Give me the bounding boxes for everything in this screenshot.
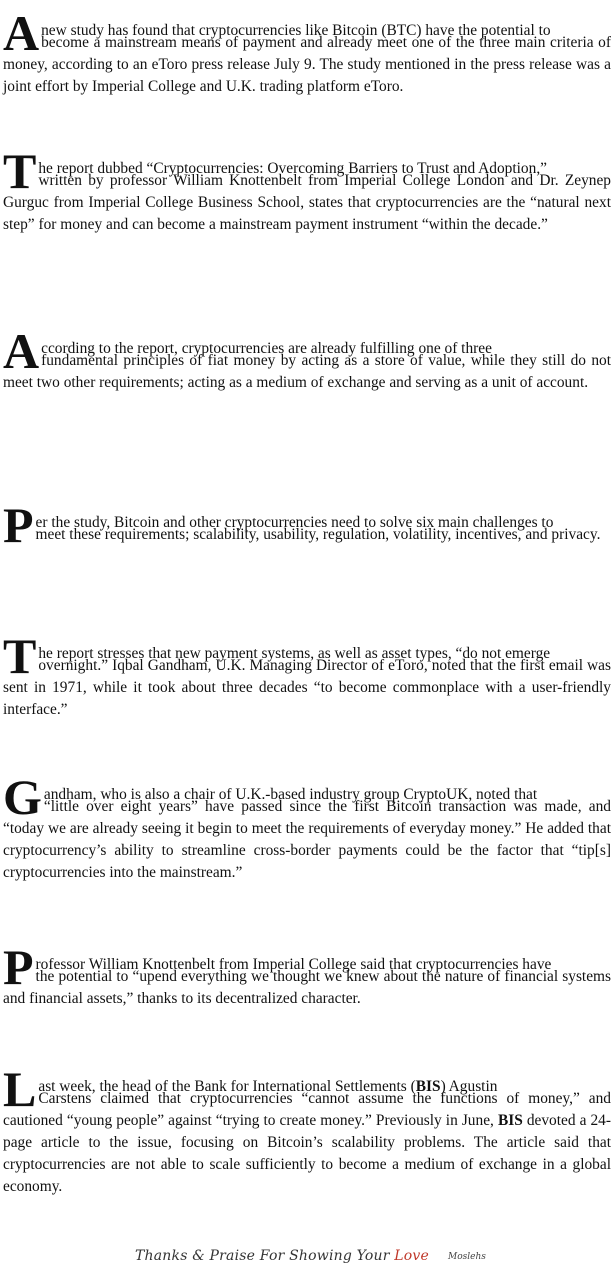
paragraph-5-body: overnight.” Iqbal Gandham, U.K. Managing Director of eToro, noted that the first email was sent in 1971, while it took about three decades “to become commonplace with a user-friendly interface.” [3, 657, 611, 718]
dropcap-4: P [3, 497, 34, 553]
paragraph-2-first-line: he report dubbed “Cryptocurrencies: Overcoming Barriers to Trust and Adoption,” [38, 160, 547, 177]
signature-thanks [135, 1248, 429, 1264]
paragraph-3-first-line: ccording to the report, cryptocurrencies are already fulfilling one of three [41, 340, 492, 357]
paragraph-1-body: become a mainstream means of payment and already meet one of the three main criteria of money, according to an eToro press release July 9. The study mentioned in the press release was a joint effort by Imperial College and U.K. trading platform eToro. [3, 34, 611, 95]
paragraph-5 [3, 628, 611, 721]
bis-abbrev-1: BIS [415, 1078, 441, 1095]
paragraph-2 [3, 143, 611, 236]
footer-signature [0, 1240, 614, 1280]
paragraph-2-body: written by professor William Knottenbelt from Imperial College London and Dr. Zeynep Gurguc from Imperial College Business School, states that cryptocurrencies are the “natural next step” for money and can become a mainstream payment instrument “within the decade.” [3, 172, 611, 233]
paragraph-7 [3, 939, 611, 1010]
bis-abbrev-2: BIS [497, 1112, 523, 1129]
signature-love: Love [394, 1248, 429, 1264]
paragraph-1-first-line: new study has found that cryptocurrencies like Bitcoin (BTC) have the potential to [41, 22, 551, 39]
paragraph-6 [3, 769, 611, 884]
paragraph-4-first-line: er the study, Bitcoin and other cryptocurrencies need to solve six main challenges to [35, 514, 554, 531]
dropcap-2: T [3, 143, 37, 199]
paragraph-6-body: “little over eight years” have passed since the first Bitcoin transaction was made, and “today we are already seeing it begin to meet the requirements of everyday money.” He added that cryptocurrency’s ability to streamline cross-border payments could be the factor that “tip[s] cryptocurrencies into the mainstream.” [3, 798, 611, 881]
paragraph-8-body-a: Carstens claimed that cryptocurrencies “cannot assume the functions of money,” and cautioned “young people” against “trying to create money.” Previously in June, [3, 1090, 611, 1129]
paragraph-7-first-line: rofessor William Knottenbelt from Imperial College said that cryptocurrencies have [35, 956, 552, 973]
dropcap-3: A [3, 323, 40, 379]
dropcap-6: G [3, 769, 42, 825]
signature-text: Thanks & Praise For Showing Your [135, 1248, 395, 1264]
paragraph-4 [3, 497, 611, 553]
paragraph-6-first-line: andham, who is also a chair of U.K.-based industry group CryptoUK, noted that [43, 786, 538, 803]
paragraph-8-first-line [38, 1078, 497, 1095]
dropcap-7: P [3, 939, 34, 995]
dropcap-8: L [3, 1061, 37, 1117]
paragraph-4-body: meet these requirements; scalability, usability, regulation, volatility, incentives, and privacy. [35, 526, 601, 543]
paragraph-8-first-a: ast week, the head of the Bank for International Settlements ( [38, 1078, 416, 1095]
dropcap-5: T [3, 628, 37, 684]
paragraph-8-body-b: devoted a 24-page article to the issue, focusing on Bitcoin’s scalability problems. The article said that cryptocurrencies are not able to scale sufficiently to become a medium of exchange in a global economy. [3, 1112, 612, 1195]
dropcap-1: A [3, 5, 40, 61]
paragraph-8-first-b: ) Agustin [440, 1078, 498, 1095]
paragraph-5-first-line: he report stresses that new payment systems, as well as asset types, “do not emerge [38, 645, 551, 662]
paragraph-1 [3, 5, 611, 98]
paragraph-3 [3, 323, 611, 394]
paragraph-3-body: fundamental principles of fiat money by acting as a store of value, while they still do not meet two other requirements; acting as a medium of exchange and serving as a unit of account. [3, 352, 611, 391]
signature-author: Moslehs [448, 1252, 486, 1262]
paragraph-8-body [3, 1090, 611, 1195]
paragraph-8 [3, 1061, 612, 1198]
paragraph-7-body: the potential to “upend everything we thought we knew about the nature of financial systems and financial assets,” thanks to its decentralized character. [3, 968, 611, 1007]
